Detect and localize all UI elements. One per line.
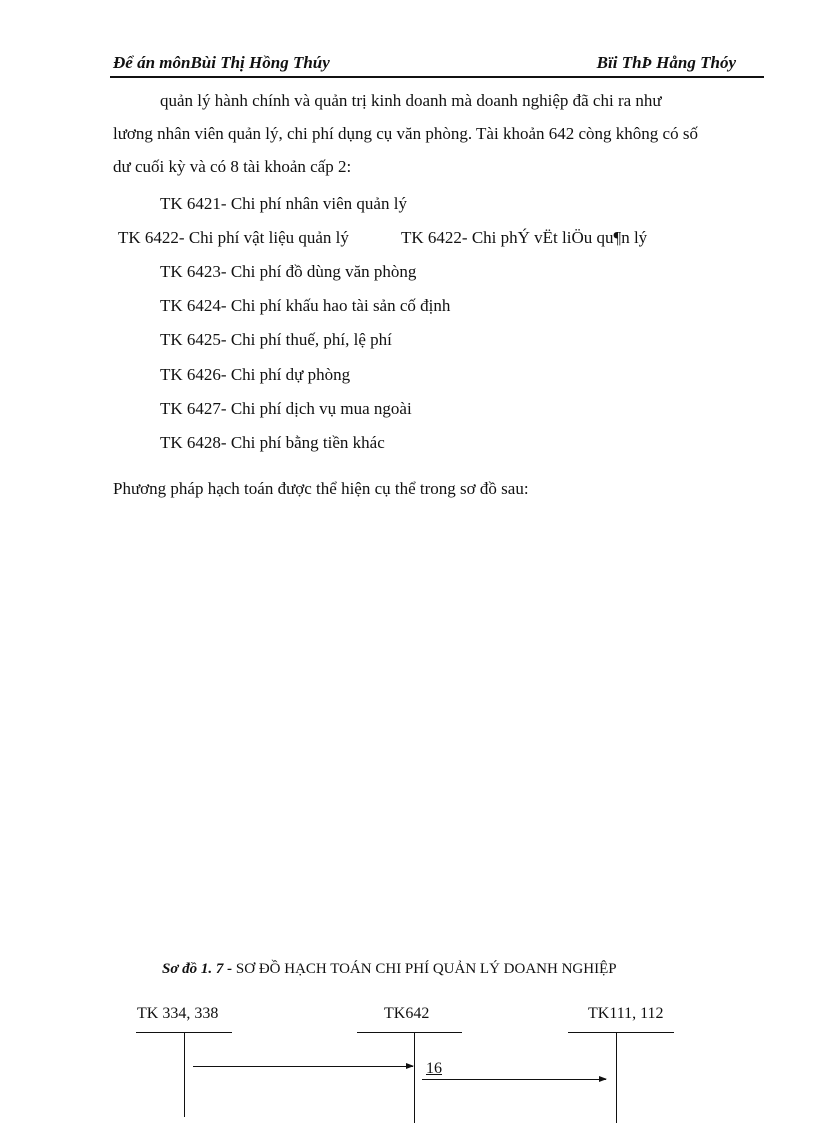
account-tk642: TK642	[384, 1005, 430, 1022]
tk334-t-account-line	[184, 1033, 185, 1117]
flow-arrow-2	[422, 1079, 606, 1080]
tk642-underline	[357, 1032, 462, 1033]
diagram-caption-title: SƠ ĐỒ HẠCH TOÁN CHI PHÍ QUẢN LÝ DOANH NGHIỆP	[235, 961, 617, 977]
header-right: Bïi ThÞ Hång Thóy	[596, 53, 736, 72]
header-left: Để án mônBùi Thị Hồng Thúy	[113, 53, 330, 72]
tk111-underline	[568, 1032, 674, 1033]
flow-arrow-1	[193, 1066, 413, 1067]
account-tk334-338: TK 334, 338	[137, 1005, 219, 1022]
account-6428: TK 6428- Chi phí bằng tiền khác	[160, 433, 385, 452]
tk642-t-account-line	[414, 1033, 415, 1123]
account-6426: TK 6426- Chi phí dự phòng	[160, 365, 351, 384]
diagram-caption-label: Sơ đồ 1. 7 -	[162, 961, 233, 977]
header-rule	[110, 76, 764, 78]
intro-line-1: quản lý hành chính và quản trị kinh doanh mà doanh nghiệp đã chi ra như	[160, 91, 662, 110]
account-6422-garbled: TK 6422- Chi phÝ vËt liÖu qu¶n lý	[401, 228, 648, 247]
account-6425: TK 6425- Chi phí thuế, phí, lệ phí	[160, 330, 392, 349]
flow-label: 16	[426, 1060, 442, 1077]
tk111-t-account-line	[616, 1033, 617, 1123]
account-6427: TK 6427- Chi phí dịch vụ mua ngoài	[160, 399, 412, 418]
intro-line-2: lương nhân viên quản lý, chi phí dụng cụ văn phòng. Tài khoản 642 còng không có số	[113, 124, 698, 143]
diagram-caption	[162, 961, 617, 978]
account-tk111-112: TK111, 112	[588, 1005, 664, 1022]
account-6423: TK 6423- Chi phí đồ dùng văn phòng	[160, 262, 417, 281]
account-6421: TK 6421- Chi phí nhân viên quản lý	[160, 194, 407, 213]
intro-line-3: dư cuối kỳ và có 8 tài khoản cấp 2:	[113, 157, 352, 176]
account-6424: TK 6424- Chi phí khấu hao tài sản cố định	[160, 296, 451, 315]
method-text: Phương pháp hạch toán được thể hiện cụ thể trong sơ đồ sau:	[113, 479, 529, 498]
account-6422: TK 6422- Chi phí vật liệu quản lý	[118, 228, 349, 247]
intro-paragraph	[113, 84, 761, 183]
